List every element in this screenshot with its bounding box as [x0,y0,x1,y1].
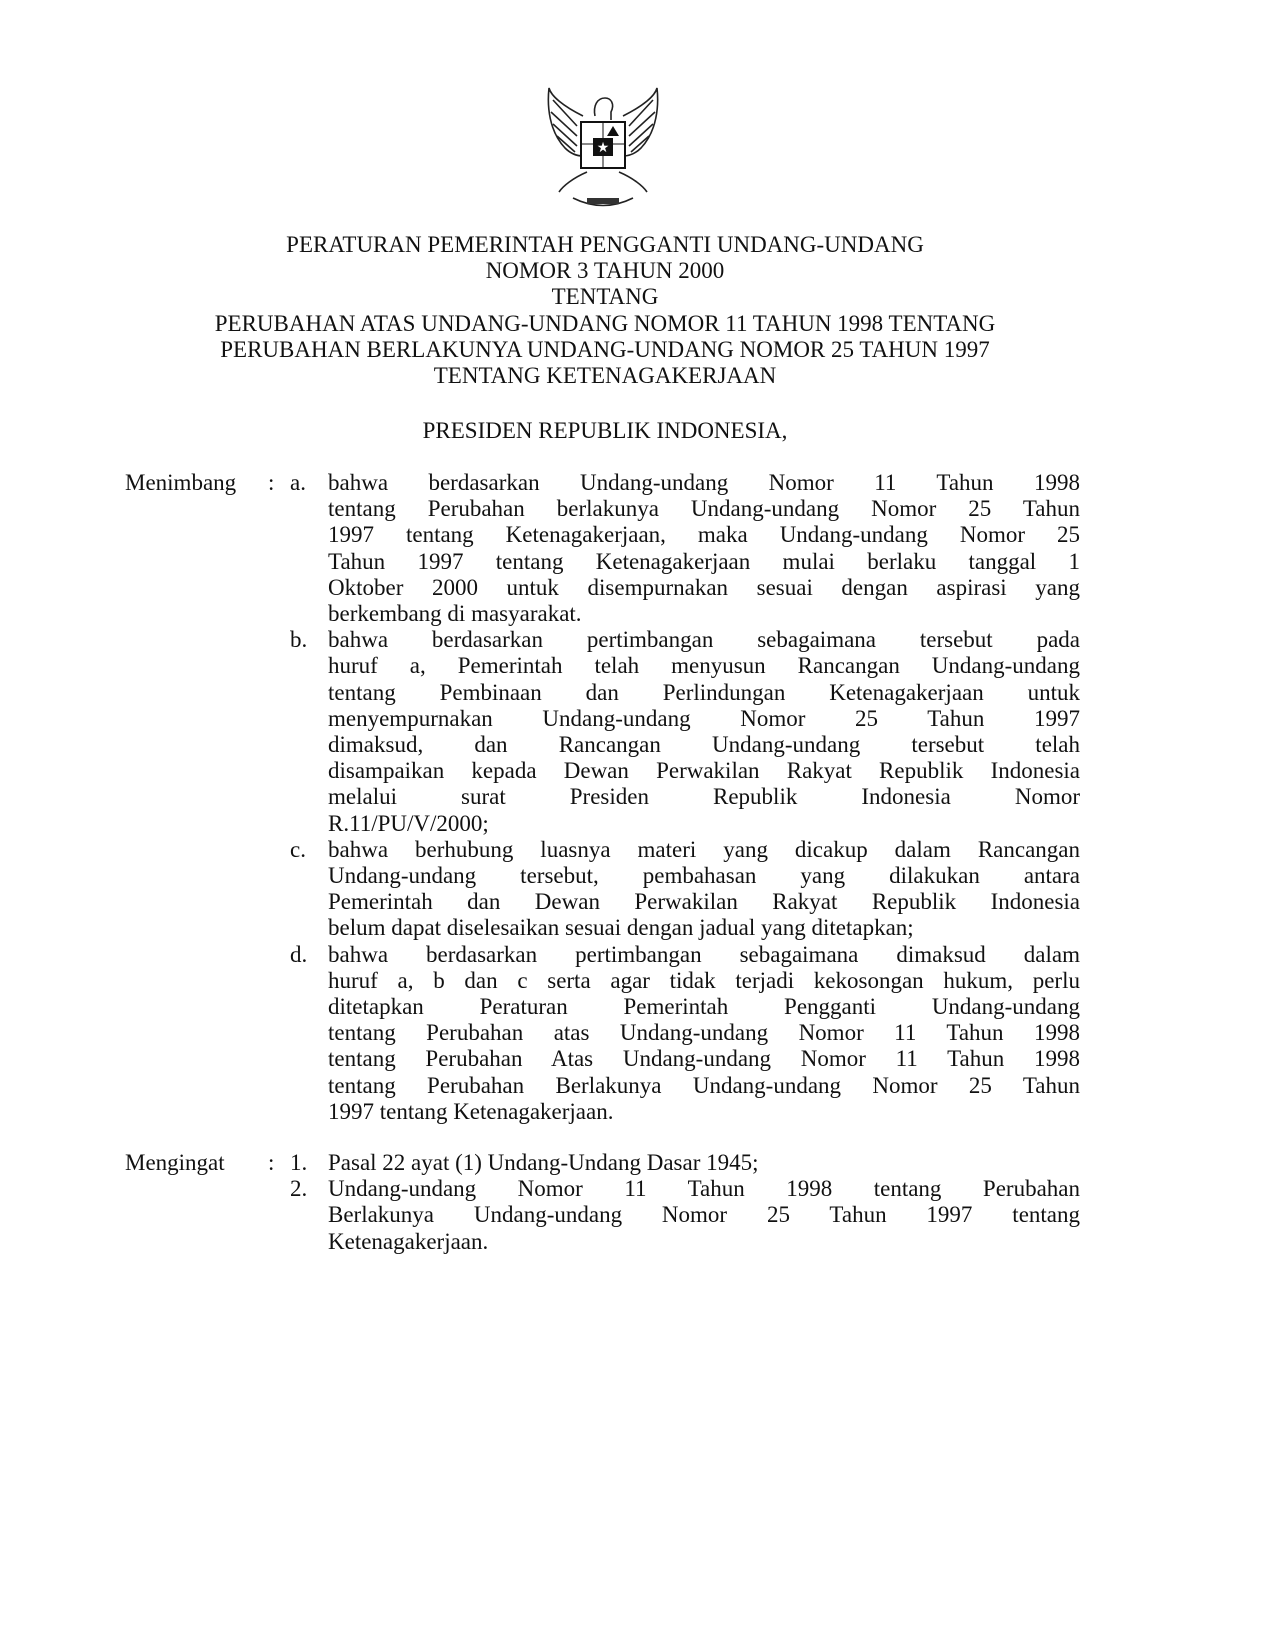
mengingat-item-marker: 1. [290,1150,308,1175]
document-title [0,232,1210,389]
text-line: Tahun 1997 tentang Ketenagakerjaan mulai berlaku tanggal 1 [328,548,1080,574]
menimbang-item-marker: a. [290,470,306,495]
text-line: tentang Perubahan atas Undang-undang Nomor 11 Tahun 1998 [328,1020,1080,1046]
text-line: R.11/PU/V/2000; [328,810,489,836]
text-line: bahwa berdasarkan pertimbangan sebagaimana dimaksud dalam [328,941,1080,967]
text-line: huruf a, Pemerintah telah menyusun Rancangan Undang-undang [328,653,1080,679]
title-line: PERUBAHAN ATAS UNDANG-UNDANG NOMOR 11 TAHUN 1998 TENTANG [214,310,996,336]
text-line: Oktober 2000 untuk disempurnakan sesuai dengan aspirasi yang [328,574,1080,600]
text-line: menyempurnakan Undang-undang Nomor 25 Tahun 1997 [328,705,1080,731]
title-line: PERUBAHAN BERLAKUNYA UNDANG-UNDANG NOMOR 25 TAHUN 1997 [220,336,990,362]
text-line: ditetapkan Peraturan Pemerintah Pengganti Undang-undang [328,994,1080,1019]
text-line: 1997 tentang Ketenagakerjaan, maka Undang-undang Nomor 25 [328,522,1080,548]
text-line: Pemerintah dan Dewan Perwakilan Rakyat Republik Indonesia [328,889,1080,915]
menimbang-item-marker: c. [290,836,306,862]
title-line: PERATURAN PEMERINTAH PENGGANTI UNDANG-UNDANG [286,232,924,257]
menimbang-item [328,627,1080,837]
title-line: NOMOR 3 TAHUN 2000 [485,258,725,284]
text-line: Undang-undang Nomor 11 Tahun 1998 tentang Perubahan [328,1176,1080,1202]
text-line: 1997 tentang Ketenagakerjaan. [328,1098,614,1124]
text-line: bahwa berdasarkan pertimbangan sebagaimana tersebut pada [328,627,1080,653]
menimbang-item-marker: b. [290,627,308,653]
menimbang-item [328,942,1080,1125]
text-line: tentang Perubahan berlakunya Undang-undang Nomor 25 Tahun [328,496,1080,522]
mengingat-item [328,1176,1080,1255]
text-line: Pasal 22 ayat (1) Undang-Undang Dasar 1945; [328,1150,759,1175]
president-heading: PRESIDEN REPUBLIK INDONESIA, [422,418,788,443]
menimbang-item [328,837,1080,942]
menimbang-item-marker: d. [290,941,308,967]
text-line: bahwa berhubung luasnya materi yang dicakup dalam Rancangan [328,836,1080,862]
svg-text:★: ★ [596,141,610,156]
text-line: bahwa berdasarkan Undang-undang Nomor 11 Tahun 1998 [328,470,1080,495]
mengingat-item [328,1150,1080,1176]
text-line: berkembang di masyarakat. [328,601,582,627]
garuda-emblem [543,86,663,212]
mengingat-item-marker: 2. [290,1176,308,1202]
title-line: TENTANG [551,284,659,310]
text-line: tentang Perubahan Atas Undang-undang Nomor 11 Tahun 1998 [328,1046,1080,1072]
text-line: Undang-undang tersebut, pembahasan yang dilakukan antara [328,863,1080,888]
menimbang-item [328,470,1080,627]
text-line: tentang Perubahan Berlakunya Undang-undang Nomor 25 Tahun [328,1072,1080,1098]
menimbang-label: Menimbang [125,470,237,495]
colon: : [268,1150,275,1175]
text-line: tentang Pembinaan dan Perlindungan Ketenagakerjaan untuk [328,679,1080,705]
text-line: Berlakunya Undang-undang Nomor 25 Tahun 1997 tentang [328,1202,1080,1228]
mengingat-label: Mengingat [125,1150,225,1175]
text-line: dimaksud, dan Rancangan Undang-undang tersebut telah [328,732,1080,757]
text-line: disampaikan kepada Dewan Perwakilan Rakyat Republik Indonesia [328,758,1080,784]
text-line: Ketenagakerjaan. [328,1228,489,1254]
text-line: belum dapat diselesaikan sesuai dengan jadual yang ditetapkan; [328,915,914,941]
title-line: TENTANG KETENAGAKERJAAN [433,363,777,389]
text-line: huruf a, b dan c serta agar tidak terjadi kekosongan hukum, perlu [328,967,1080,993]
text-line: melalui surat Presiden Republik Indonesia Nomor [328,784,1080,810]
colon: : [268,470,275,495]
